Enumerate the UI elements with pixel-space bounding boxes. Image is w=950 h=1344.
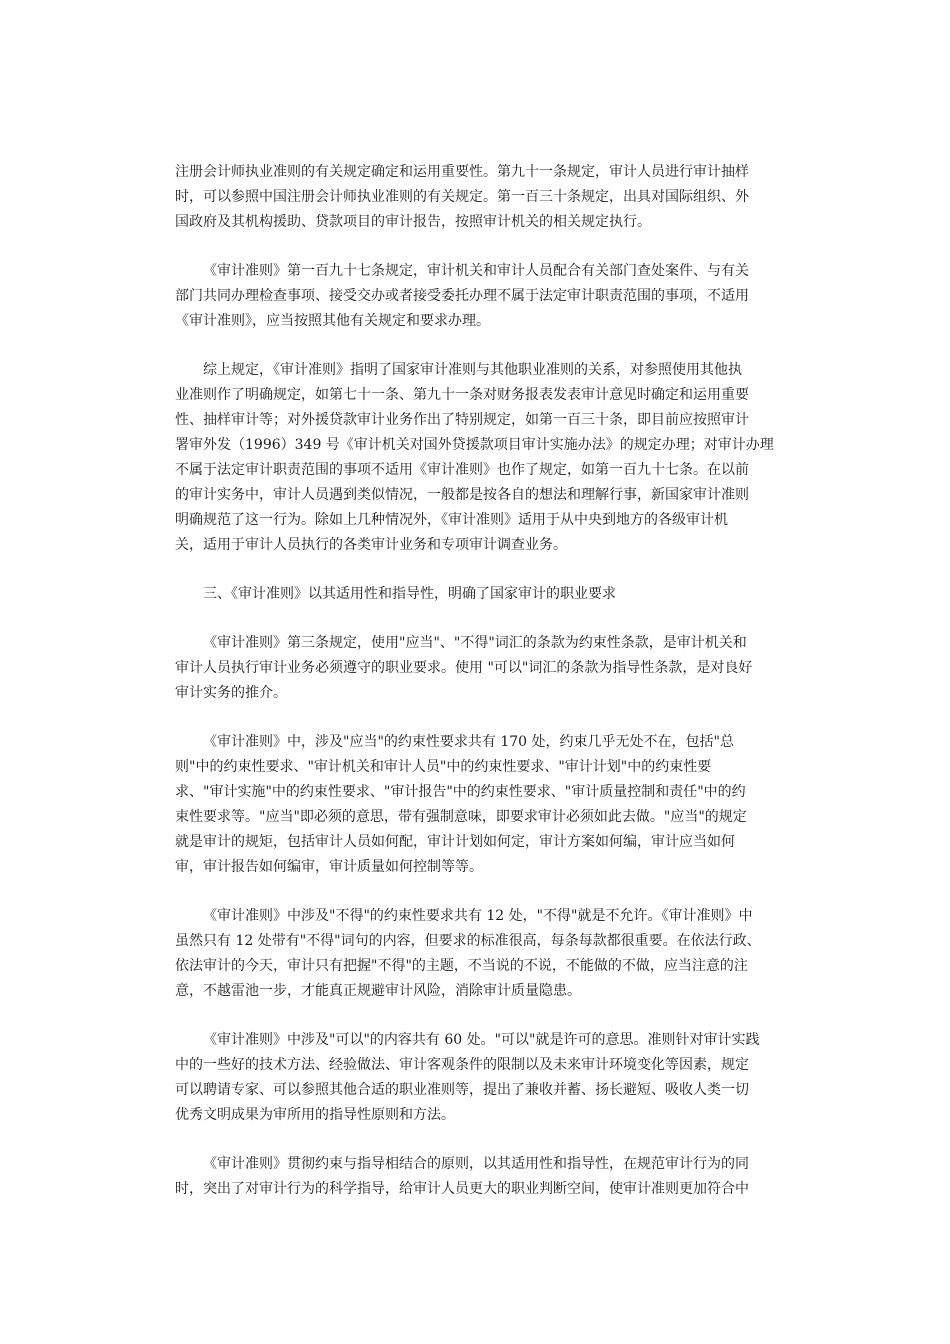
text-line: 关，适用于审计人员执行的各类审计业务和专项审计调查业务。 bbox=[175, 537, 567, 553]
text-line: 的审计实务中，审计人员遇到类似情况，一般都是按各自的想法和理解行事，新国家审计准则 bbox=[175, 487, 749, 503]
text-line: 《审计准则》第三条规定，使用"应当"、"不得"词汇的条款为约束性条款，是审计机关和 bbox=[203, 635, 747, 651]
text-line: 可以聘请专家、可以参照其他合适的职业准则等，提出了兼收并蓄、扬长避短、吸收人类一切 bbox=[175, 1082, 749, 1098]
text-line: 署审外发（1996）349 号《审计机关对国外贷援款项目审计实施办法》的规定办理；对审计办理 bbox=[175, 437, 774, 453]
text-line: 业准则作了明确规定，如第七十一条、第九十一条对财务报表发表审计意见时确定和运用重要 bbox=[175, 387, 749, 403]
text-line: 时，可以参照中国注册会计师执业准则的有关规定。第一百三十条规定，出具对国际组织、外 bbox=[175, 189, 749, 205]
text-line: 就是审计的规矩，包括审计人员如何配，审计计划如何定，审计方案如何编，审计应当如何 bbox=[175, 834, 735, 850]
text-line: 《审计准则》贯彻约束与指导相结合的原则，以其适用性和指导性，在规范审计行为的同 bbox=[203, 1156, 749, 1172]
paragraph-3 bbox=[175, 358, 775, 558]
paragraph-1 bbox=[175, 160, 775, 235]
text-line: 国政府及其机构援助、贷款项目的审计报告，按照审计机关的相关规定执行。 bbox=[175, 214, 651, 230]
text-line: 审计人员执行审计业务必须遵守的职业要求。使用 "可以"词汇的条款为指导性条款，是对良好 bbox=[175, 660, 753, 676]
text-line: 则"中的约束性要求、"审计机关和审计人员"中的约束性要求、"审计计划"中的约束性要 bbox=[175, 759, 712, 775]
text-line: 审计实务的推介。 bbox=[175, 685, 287, 701]
text-line: 时，突出了对审计行为的科学指导，给审计人员更大的职业判断空间，使审计准则更加符合中 bbox=[175, 1181, 749, 1197]
text-line: 不属于法定审计职责范围的事项不适用《审计准则》也作了规定，如第一百九十七条。在以前 bbox=[175, 462, 749, 478]
paragraph-5 bbox=[175, 730, 775, 880]
paragraph-8 bbox=[175, 1152, 775, 1202]
text-line: 审，审计报告如何编审，审计质量如何控制等等。 bbox=[175, 859, 483, 875]
text-line: 依法审计的今天，审计只有把握"不得"的主题，不当说的不说，不能做的不做，应当注意的注 bbox=[175, 958, 748, 974]
text-line: 注册会计师执业准则的有关规定确定和运用重要性。第九十一条规定，审计人员进行审计抽样 bbox=[175, 164, 749, 180]
document-body bbox=[175, 160, 775, 1226]
text-line: 束性要求等。"应当"即必须的意思，带有强制意味，即要求审计必须如此去做。"应当"的规定 bbox=[175, 809, 747, 825]
text-line: 《审计准则》中涉及"可以"的内容共有 60 处。"可以"就是许可的意思。准则针对审计实践 bbox=[203, 1032, 760, 1048]
paragraph-6 bbox=[175, 904, 775, 1004]
text-line: 优秀文明成果为审所用的指导性原则和方法。 bbox=[175, 1107, 455, 1123]
text-line: 明确规范了这一行为。除如上几种情况外，《审计准则》适用于从中央到地方的各级审计机 bbox=[175, 512, 728, 528]
section-heading bbox=[175, 582, 775, 607]
text-line: 部门共同办理检查事项、接受交办或者接受委托办理不属于法定审计职责范围的事项，不适用 bbox=[175, 288, 749, 304]
text-line: 虽然只有 12 处带有"不得"词句的内容，但要求的标准很高，每条每款都很重要。在依法行政、 bbox=[175, 933, 761, 949]
text-line: 意，不越雷池一步，才能真正规避审计风险，消除审计质量隐患。 bbox=[175, 983, 581, 999]
text-line: 《审计准则》中涉及"不得"的约束性要求共有 12 处，"不得"就是不允许。《审计准则》中 bbox=[203, 908, 753, 924]
paragraph-7 bbox=[175, 1028, 775, 1128]
paragraph-2 bbox=[175, 259, 775, 334]
heading-line: 三、《审计准则》以其适用性和指导性，明确了国家审计的职业要求 bbox=[203, 586, 616, 602]
text-line: 性、抽样审计等；对外援贷款审计业务作出了特别规定，如第一百三十条，即目前应按照审计 bbox=[175, 412, 749, 428]
paragraph-4 bbox=[175, 631, 775, 706]
text-line: 《审计准则》第一百九十七条规定，审计机关和审计人员配合有关部门查处案件、与有关 bbox=[203, 263, 749, 279]
text-line: 综上规定，《审计准则》指明了国家审计准则与其他职业准则的关系，对参照使用其他执 bbox=[203, 362, 742, 378]
text-line: 中的一些好的技术方法、经验做法、审计客观条件的限制以及未来审计环境变化等因素，规定 bbox=[175, 1057, 749, 1073]
text-line: 求、"审计实施"中的约束性要求、"审计报告"中的约束性要求、"审计质量控制和责任"中的约 bbox=[175, 784, 746, 800]
text-line: 《审计准则》，应当按照其他有关规定和要求办理。 bbox=[175, 313, 490, 329]
text-line: 《审计准则》中，涉及"应当"的约束性要求共有 170 处，约束几乎无处不在，包括"总 bbox=[203, 734, 734, 750]
